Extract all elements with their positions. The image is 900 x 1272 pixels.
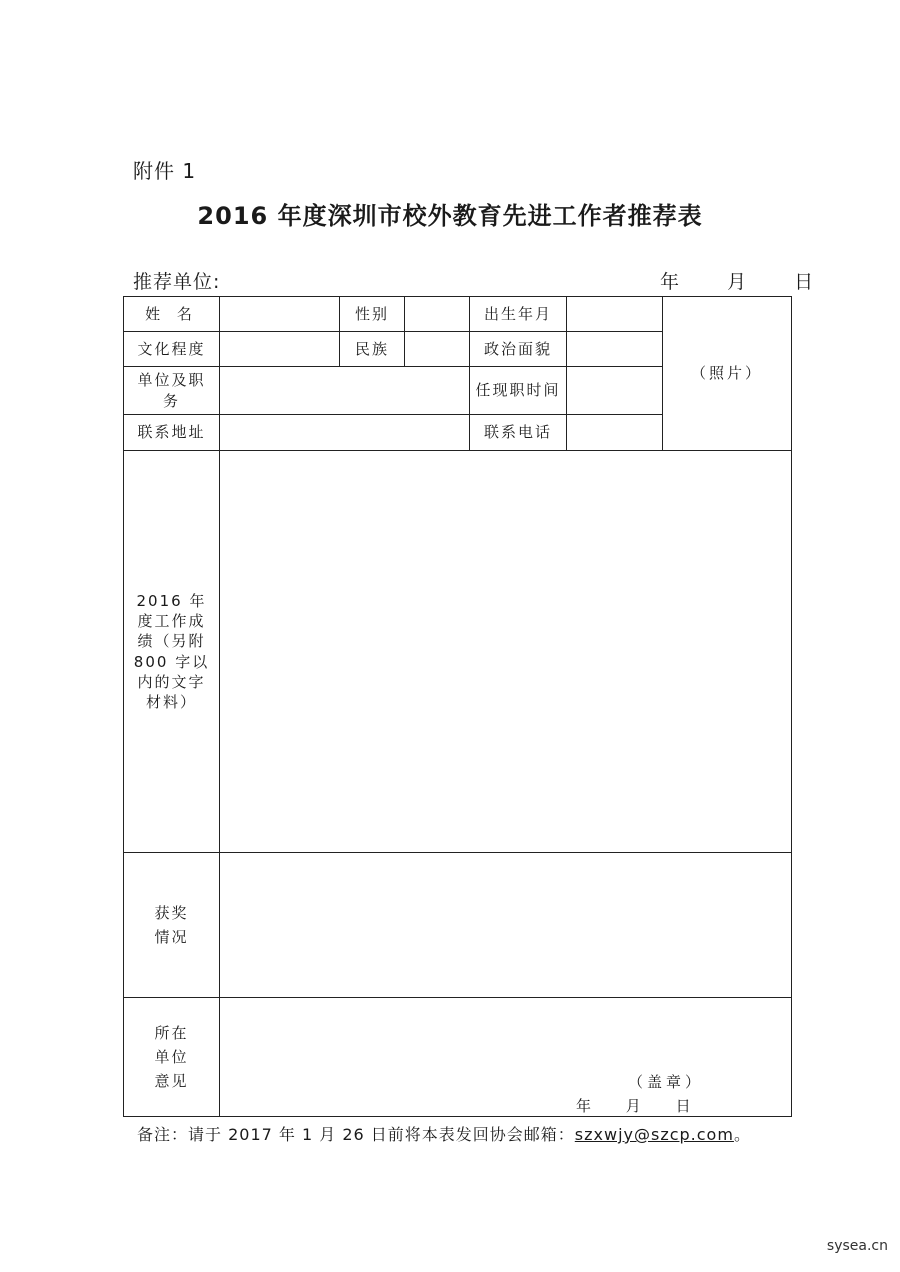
name-label: 姓 名 <box>124 297 220 332</box>
page-title: 2016 年度深圳市校外教育先进工作者推荐表 <box>197 202 703 230</box>
footnote <box>137 1122 751 1145</box>
photo-cell[interactable] <box>663 297 792 451</box>
ethnicity-label: 民族 <box>340 332 405 367</box>
gender-label: 性别 <box>340 297 405 332</box>
seal-date <box>576 1096 691 1116</box>
education-label: 文化程度 <box>124 332 220 367</box>
phone-field[interactable] <box>567 415 663 451</box>
seal-label: （盖章） <box>628 1073 705 1091</box>
recommendation-form <box>123 296 792 1117</box>
political-field[interactable] <box>567 332 663 367</box>
position-time-label: 任现职时间 <box>470 367 567 415</box>
header-date-month: 月 <box>727 271 747 293</box>
gender-field[interactable] <box>405 297 470 332</box>
seal-date-month: 月 <box>625 1097 641 1115</box>
awards-label <box>124 853 220 998</box>
education-field[interactable] <box>220 332 340 367</box>
unit-position-field[interactable] <box>220 367 470 415</box>
opinion-field[interactable] <box>220 998 792 1117</box>
birth-field[interactable] <box>567 297 663 332</box>
opinion-label-text: 所在单位意见 <box>154 1024 189 1090</box>
unit-position-label: 单位及职务 <box>124 367 220 415</box>
seal-date-day: 日 <box>675 1097 691 1115</box>
watermark: sysea.cn <box>826 1238 888 1254</box>
awards-label-text: 获奖情况 <box>154 904 189 946</box>
political-label: 政治面貌 <box>470 332 567 367</box>
awards-field[interactable] <box>220 853 792 998</box>
attachment-label: 附件 1 <box>133 159 197 183</box>
birth-label: 出生年月 <box>470 297 567 332</box>
achievement-field[interactable] <box>220 451 792 853</box>
ethnicity-field[interactable] <box>405 332 470 367</box>
header-date-year: 年 <box>660 271 680 293</box>
phone-label: 联系电话 <box>470 415 567 451</box>
contact-email-link[interactable]: szxwjy@szcp.com <box>574 1125 734 1144</box>
photo-label: （照片） <box>690 364 763 383</box>
name-field[interactable] <box>220 297 340 332</box>
header-date-day: 日 <box>794 271 814 293</box>
opinion-label <box>124 998 220 1117</box>
footnote-text: 备注：请于 2017 年 1 月 26 日前将本表发回协会邮箱： <box>137 1125 575 1144</box>
address-label: 联系地址 <box>124 415 220 451</box>
address-field[interactable] <box>220 415 470 451</box>
position-time-field[interactable] <box>567 367 663 415</box>
recommend-unit-label: 推荐单位: <box>133 271 221 293</box>
header-date <box>660 267 813 294</box>
seal-date-year: 年 <box>576 1097 592 1115</box>
achievement-label: 2016 年度工作成绩（另附 800 字以内的文字材料） <box>124 451 220 853</box>
footnote-end: 。 <box>733 1125 751 1144</box>
